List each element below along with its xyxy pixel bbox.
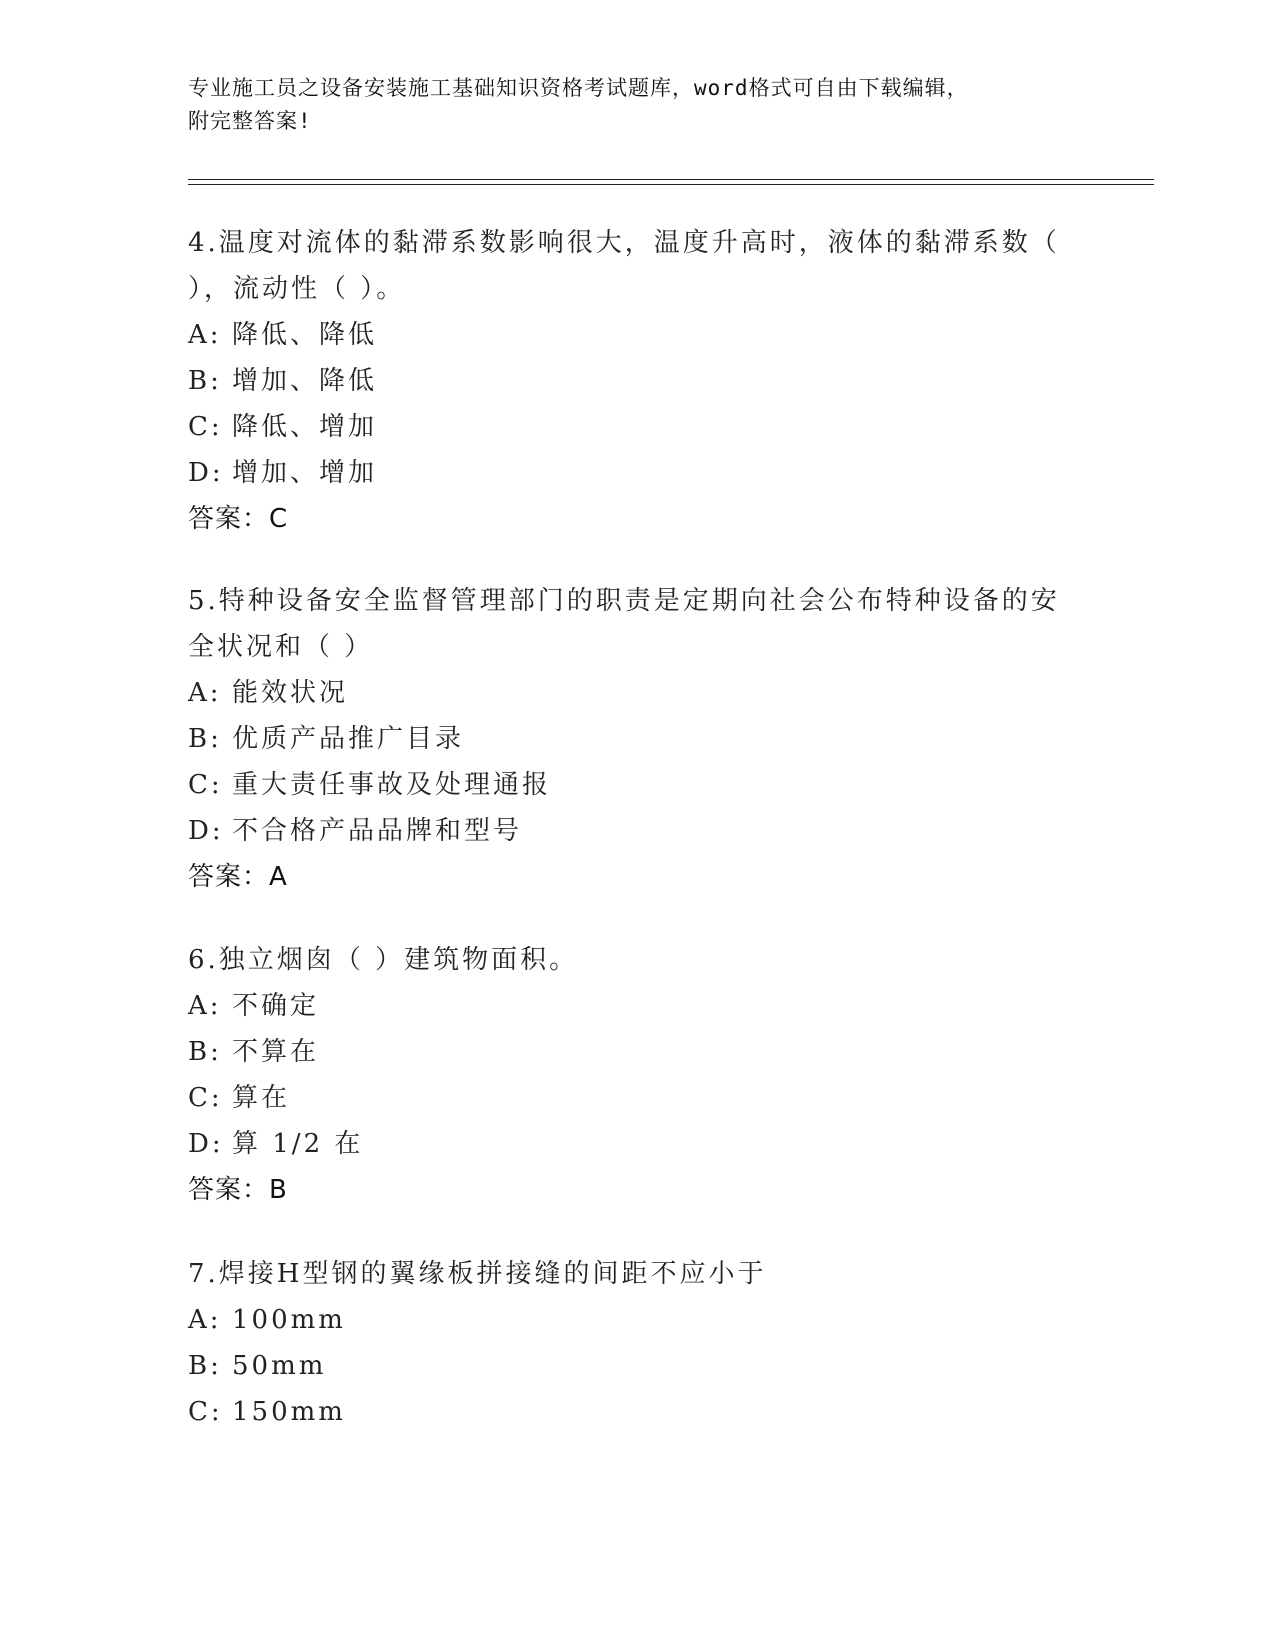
question-stem-line-2: 全状况和（ ） <box>188 632 374 662</box>
option-key: A: <box>188 320 222 350</box>
header-divider-top <box>188 179 1154 180</box>
option-text: 100mm <box>232 1305 346 1335</box>
question-5 <box>188 578 1078 900</box>
option-text: 增加、降低 <box>232 366 378 396</box>
option-key: D: <box>188 458 224 488</box>
option-a <box>188 312 1078 358</box>
option-c <box>188 404 1078 450</box>
option-d <box>188 1121 1078 1167</box>
option-key: A: <box>188 678 222 708</box>
document-header <box>188 72 1088 138</box>
option-text: 降低、降低 <box>232 320 378 350</box>
option-key: B: <box>188 724 222 754</box>
question-7 <box>188 1251 1078 1435</box>
question-stem-line-2: ），流动性（ ）。 <box>188 274 406 304</box>
option-key: C: <box>188 770 223 800</box>
option-c <box>188 1075 1078 1121</box>
option-text: 重大责任事故及处理通报 <box>232 770 552 800</box>
option-text: 能效状况 <box>232 678 349 708</box>
option-key: B: <box>188 366 222 396</box>
question-stem-line-1: 5.特种设备安全监督管理部门的职责是定期向社会公布特种设备的安 <box>188 586 1060 616</box>
option-text: 不算在 <box>232 1037 320 1067</box>
option-text: 增加、增加 <box>232 458 378 488</box>
option-key: C: <box>188 1397 223 1427</box>
answer-line: 答案：C <box>188 504 289 534</box>
header-line-1: 专业施工员之设备安装施工基础知识资格考试题库，word格式可自由下载编辑， <box>188 76 969 100</box>
option-key: C: <box>188 412 223 442</box>
option-key: C: <box>188 1083 223 1113</box>
option-key: D: <box>188 816 224 846</box>
option-text: 150mm <box>232 1397 346 1427</box>
option-d <box>188 450 1078 496</box>
option-b <box>188 358 1078 404</box>
option-key: A: <box>188 1305 222 1335</box>
option-text: 不确定 <box>232 991 320 1021</box>
option-text: 算在 <box>232 1083 291 1113</box>
option-a <box>188 1297 1078 1343</box>
option-d <box>188 808 1078 854</box>
question-stem-line-1: 6.独立烟囱（ ）建筑物面积。 <box>188 945 579 975</box>
option-text: 优质产品推广目录 <box>232 724 465 754</box>
option-b <box>188 1343 1078 1389</box>
question-4 <box>188 220 1078 542</box>
option-a <box>188 670 1078 716</box>
answer-line: 答案：B <box>188 1175 288 1205</box>
option-key: B: <box>188 1037 222 1067</box>
option-key: D: <box>188 1129 224 1159</box>
option-text: 降低、增加 <box>232 412 378 442</box>
question-stem-line-1: 4.温度对流体的黏滞系数影响很大，温度升高时，液体的黏滞系数（ <box>188 228 1060 258</box>
question-6 <box>188 937 1078 1213</box>
option-c <box>188 762 1078 808</box>
header-line-2: 附完整答案! <box>188 109 312 133</box>
option-key: A: <box>188 991 222 1021</box>
option-b <box>188 716 1078 762</box>
option-key: B: <box>188 1351 222 1381</box>
question-stem-line-1: 7.焊接H型钢的翼缘板拼接缝的间距不应小于 <box>188 1259 767 1289</box>
option-b <box>188 1029 1078 1075</box>
answer-line: 答案：A <box>188 862 288 892</box>
header-divider-bottom <box>188 184 1154 185</box>
option-text: 算 1/2 在 <box>232 1129 364 1159</box>
option-text: 50mm <box>232 1351 327 1381</box>
option-text: 不合格产品品牌和型号 <box>232 816 523 846</box>
option-c <box>188 1389 1078 1435</box>
option-a <box>188 983 1078 1029</box>
